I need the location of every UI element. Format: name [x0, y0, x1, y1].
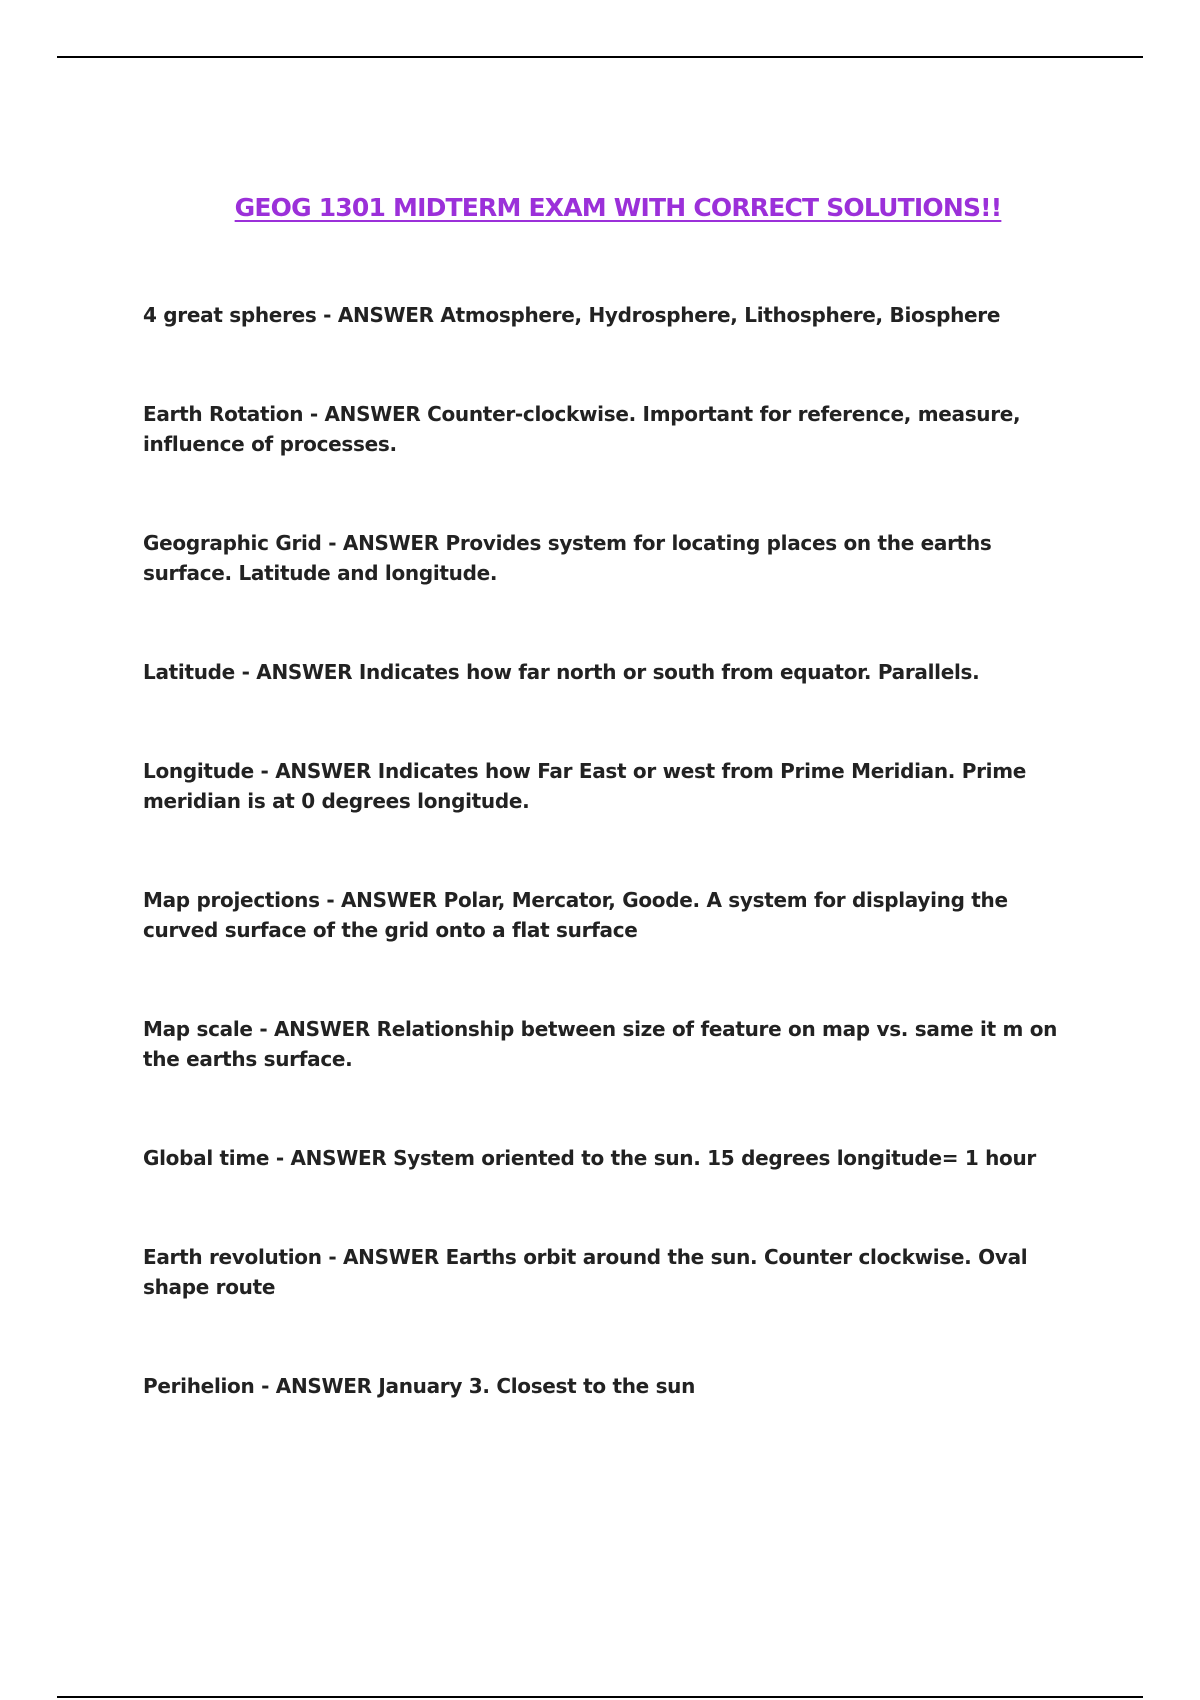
qa-entry-5: Longitude - ANSWER Indicates how Far East or west from Prime Meridian. Prime meridian is at 0 degrees longitude.	[143, 759, 1027, 813]
qa-entry-1: 4 great spheres - ANSWER Atmosphere, Hydrosphere, Lithosphere, Biosphere	[143, 303, 1001, 327]
qa-entry-6: Map projections - ANSWER Polar, Mercator, Goode. A system for displaying the curved surface of the grid onto a flat surface	[143, 888, 1008, 942]
qa-entry-10: Perihelion - ANSWER January 3. Closest to the sun	[143, 1374, 696, 1398]
qa-entry-4: Latitude - ANSWER Indicates how far north or south from equator. Parallels.	[143, 660, 980, 684]
qa-entry-7: Map scale - ANSWER Relationship between size of feature on map vs. same it m on the earths surface.	[143, 1017, 1058, 1071]
top-rule	[57, 56, 1143, 58]
qa-entry-9: Earth revolution - ANSWER Earths orbit around the sun. Counter clockwise. Oval shape route	[143, 1245, 1028, 1299]
bottom-rule	[57, 1696, 1143, 1698]
qa-entry-8: Global time - ANSWER System oriented to the sun. 15 degrees longitude= 1 hour	[143, 1146, 1036, 1170]
qa-entry-2: Earth Rotation - ANSWER Counter-clockwise. Important for reference, measure, influence of processes.	[143, 402, 1021, 456]
document-title: GEOG 1301 MIDTERM EXAM WITH CORRECT SOLUTIONS!!	[234, 193, 1002, 222]
qa-list	[143, 300, 1083, 1470]
qa-entry-3: Geographic Grid - ANSWER Provides system for locating places on the earths surface. Latitude and longitude.	[143, 531, 992, 585]
